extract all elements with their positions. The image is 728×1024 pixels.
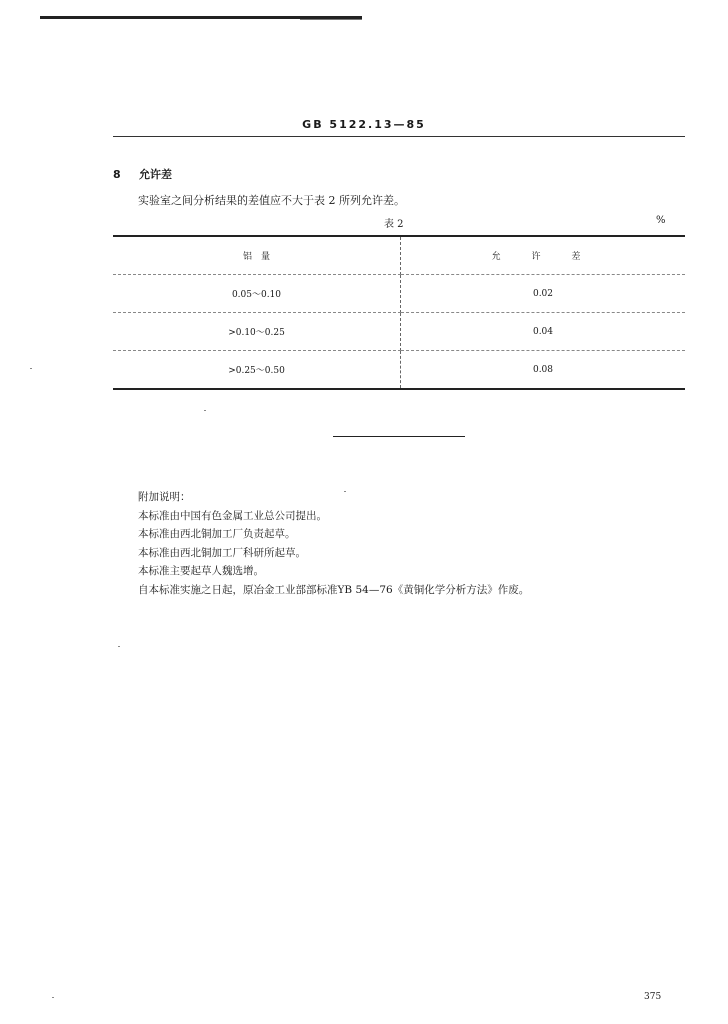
notes-line: 本标准由中国有色金属工业总公司提出。 bbox=[138, 509, 327, 522]
section-end-rule bbox=[333, 436, 465, 437]
notes-line: 本标准由西北铜加工厂科研所起草。 bbox=[138, 546, 306, 559]
scan-speck bbox=[344, 491, 346, 492]
header-rule bbox=[113, 136, 685, 137]
scan-speck bbox=[204, 410, 206, 411]
notes-line: 本标准主要起草人魏选增。 bbox=[138, 565, 264, 578]
notes-line: 自本标准实施之日起，原冶金工业部部标准YB 54—76《黄铜化学分析方法》作废。 bbox=[138, 583, 530, 596]
notes-line: 本标准由西北铜加工厂负责起草。 bbox=[138, 528, 296, 541]
intro-paragraph: 实验室之间分析结果的差值应不大于表 2 所列允许差。 bbox=[138, 194, 405, 207]
scan-speck bbox=[52, 997, 54, 998]
section-title: 允许差 bbox=[139, 168, 172, 181]
table-caption: 表 2 bbox=[384, 219, 404, 230]
cell-tolerance: 0.08 bbox=[401, 351, 686, 390]
header-tolerance: 允 许 差 bbox=[401, 236, 686, 275]
table-row bbox=[113, 275, 685, 313]
table-unit: % bbox=[656, 215, 666, 226]
top-border-rule-tail bbox=[300, 19, 362, 20]
section-number: 8 bbox=[113, 168, 121, 181]
cell-range: >0.25～0.50 bbox=[113, 351, 401, 390]
table-row bbox=[113, 351, 685, 390]
tolerance-table bbox=[113, 235, 685, 390]
standard-code: GB 5122.13—85 bbox=[302, 118, 426, 131]
notes-title: 附加说明： bbox=[138, 491, 191, 503]
cell-tolerance: 0.02 bbox=[401, 275, 686, 313]
scan-speck bbox=[30, 368, 32, 369]
page-number: 375 bbox=[644, 992, 662, 1002]
section-heading bbox=[113, 166, 172, 182]
header-aluminum-content: 铝 量 bbox=[113, 236, 401, 275]
scan-speck bbox=[118, 646, 120, 647]
table-header-row bbox=[113, 236, 685, 275]
additional-notes bbox=[138, 488, 529, 600]
table-row bbox=[113, 313, 685, 351]
cell-range: >0.10～0.25 bbox=[113, 313, 401, 351]
cell-range: 0.05～0.10 bbox=[113, 275, 401, 313]
cell-tolerance: 0.04 bbox=[401, 313, 686, 351]
